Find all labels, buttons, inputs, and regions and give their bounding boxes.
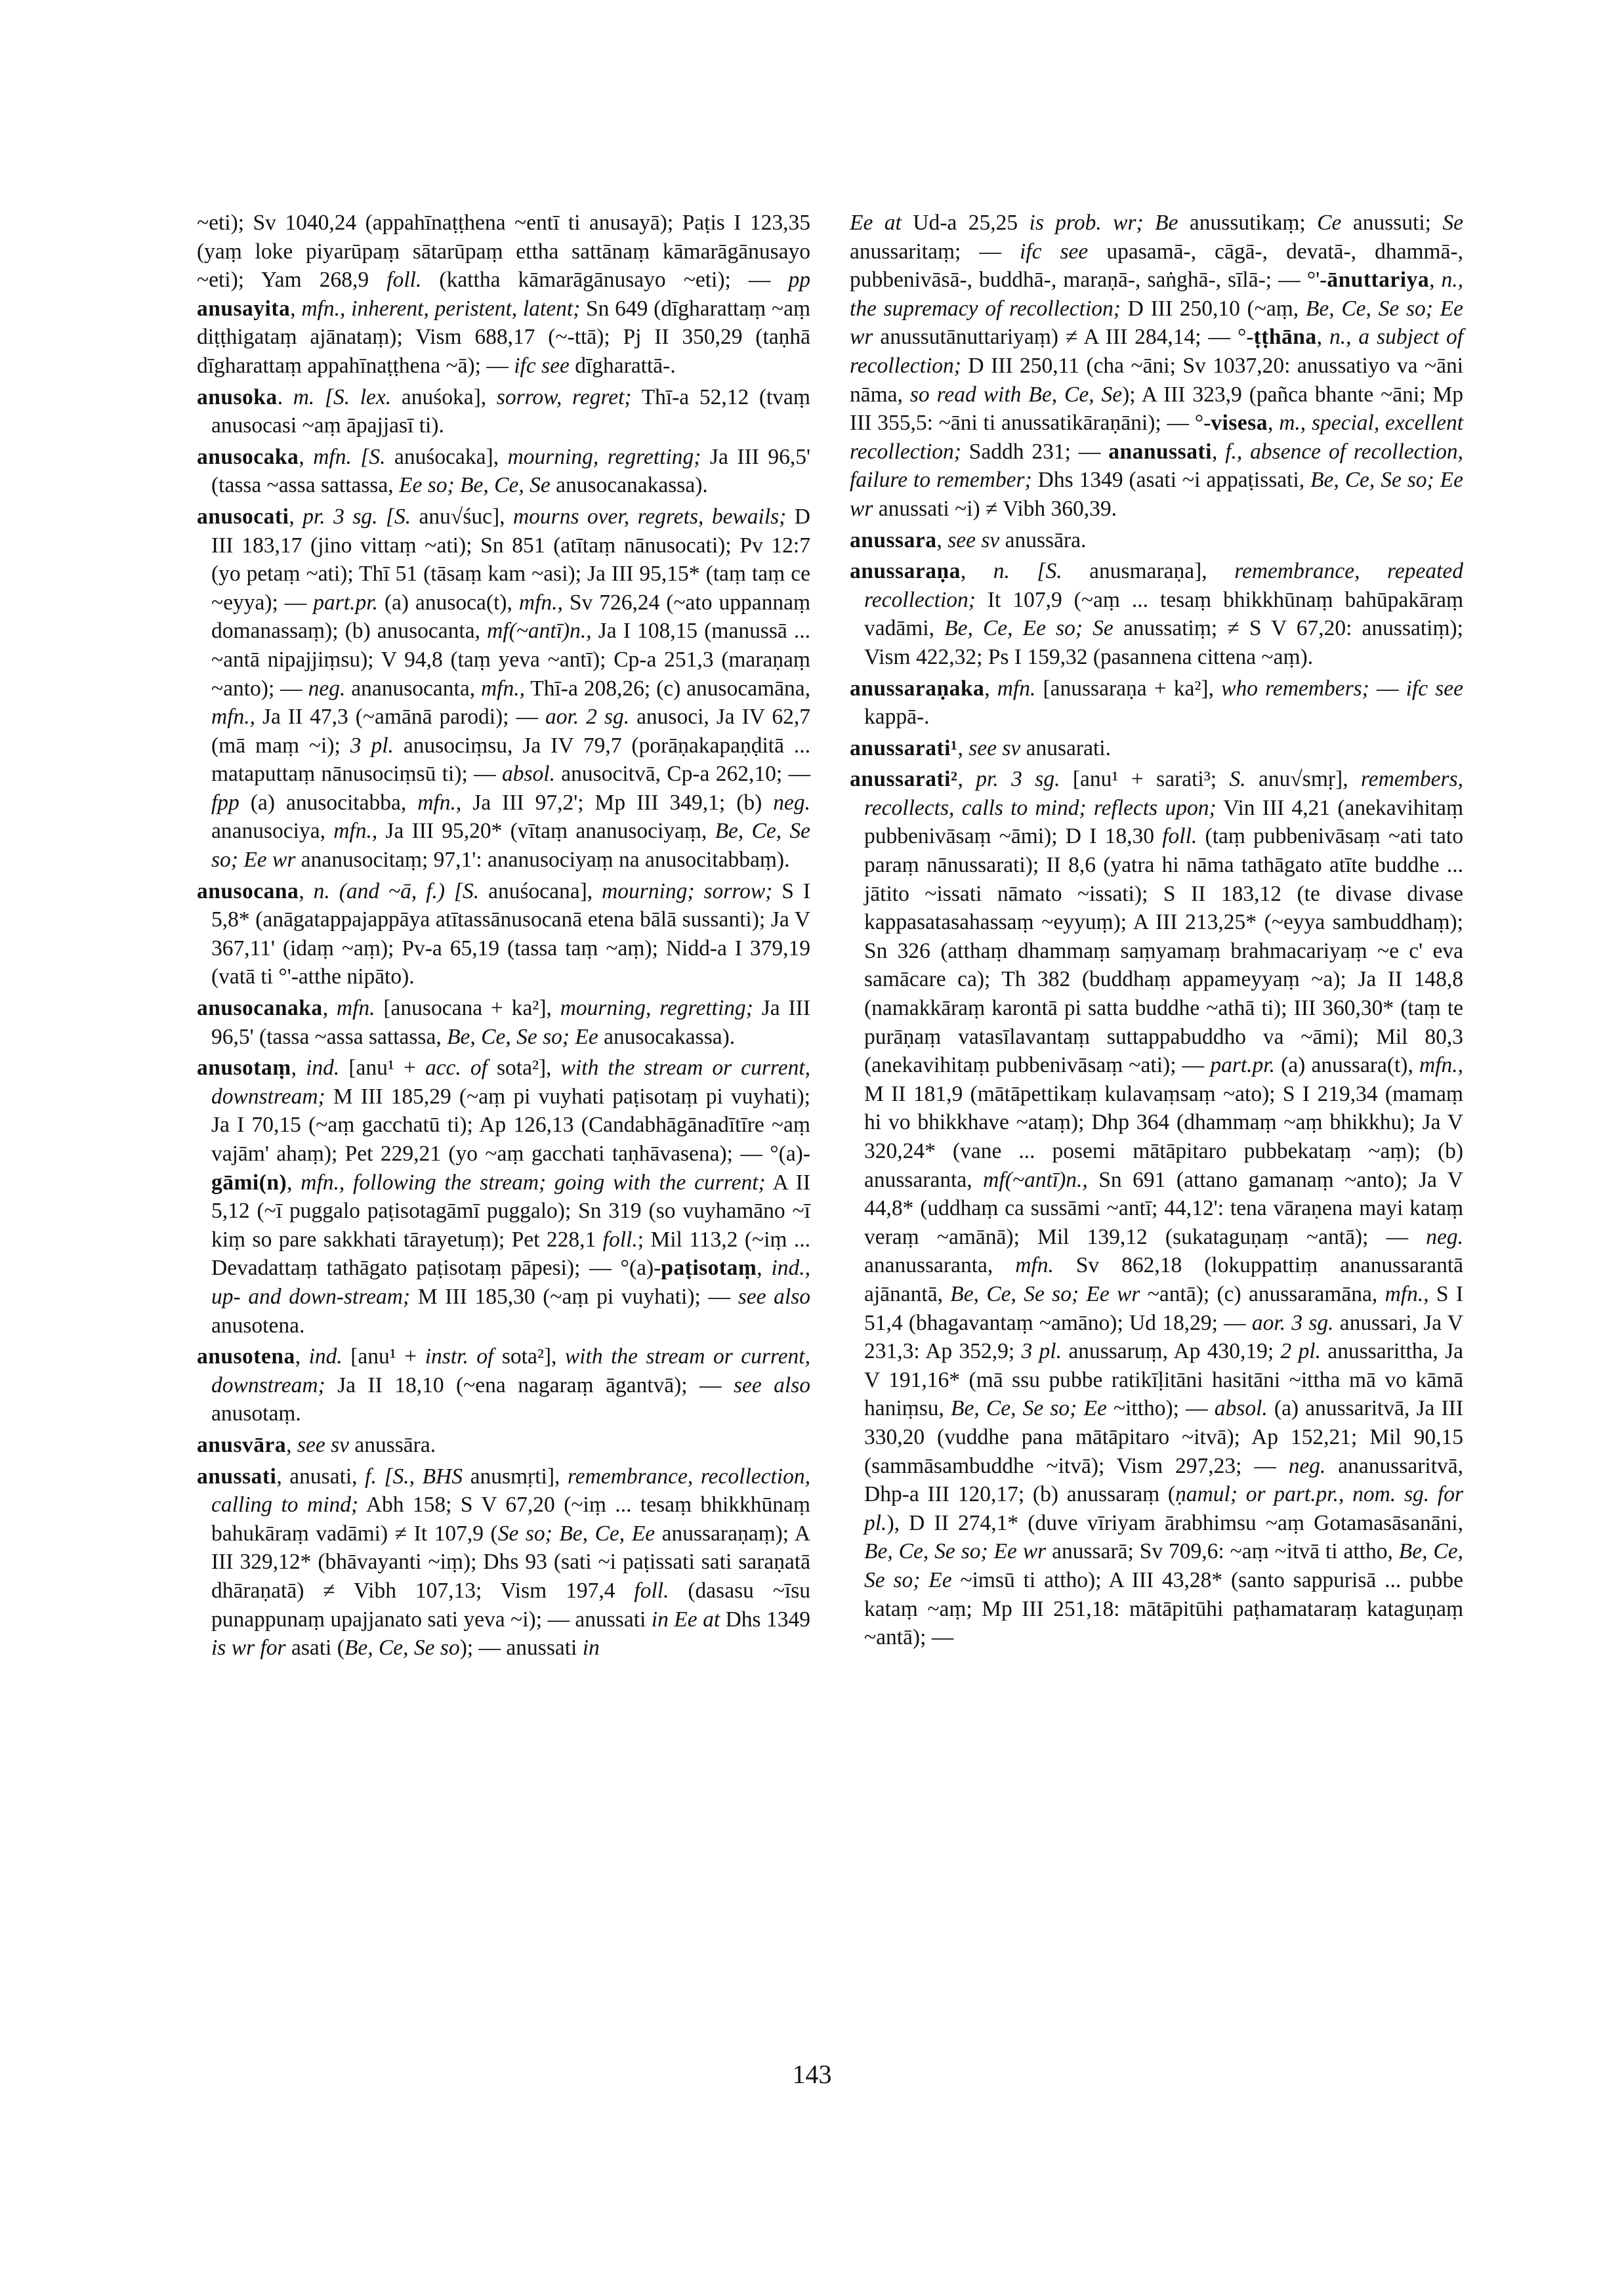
entry-text: Ja III 96,5' (tassa ~assa sattassa,	[211, 444, 810, 498]
entry-text: [anussaraṇa + ka²],	[1035, 676, 1222, 701]
italic-text: ifc see	[1405, 676, 1464, 701]
italic-text: foll.	[386, 268, 422, 293]
italic-text: n. [S.	[993, 559, 1062, 584]
italic-text: mourning; sorrow;	[602, 879, 773, 903]
italic-text: f., absence of recollection, failure to remember;	[850, 439, 1464, 493]
entry-text: Ja III 95,20* (vītaṃ ananusociyaṃ,	[377, 819, 715, 844]
headword: paṭisotaṃ	[661, 1256, 757, 1281]
headword: anusotena	[197, 1344, 295, 1369]
entry-text: anussarittha, Ja V 191,16* (mā ssu pubbe ratikīḷitāni hasitāni ~ittha mā vo kāmā haniṃsu,	[864, 1339, 1464, 1421]
entry-text: Ja I 108,15 (manussā ... ~antā nipajjiṃsu); V 94,8 (taṃ yeva ~antī); Cp-a 251,3 (maraṇaṃ ~anto); —	[211, 619, 810, 701]
entry-text: D III 183,17 (jino vittaṃ ~ati); Sn 851 (atītaṃ nānusocati); Pv 12:7 (yo petaṃ ~ati); Thī 51 (tāsaṃ kam ~asi); Ja III 95,15* (taṃ taṃ ce ~eyya); —	[211, 504, 810, 615]
entry-text: anussutikaṃ;	[1178, 211, 1318, 235]
entry-text: [anusocana + ka²],	[375, 996, 560, 1021]
italic-text: Ee so; Be, Ce, Se	[399, 473, 551, 498]
entry-text: anussari, Ja V 231,3: Ap 352,9;	[864, 1310, 1463, 1364]
italic-text: ifc see	[1019, 239, 1089, 264]
entry-text: Sv 726,24 (~ato uppannaṃ domanassaṃ); (b) anusocanta,	[211, 590, 810, 644]
italic-text: absol.	[501, 762, 555, 787]
dictionary-entry	[197, 877, 810, 991]
dictionary-entry	[850, 557, 1463, 671]
italic-text: Be, Ce, Se so; Ee wr	[850, 296, 1463, 350]
italic-text: part.pr.	[313, 590, 378, 615]
entry-text: ,	[1268, 411, 1280, 436]
entry-text: ,	[291, 1056, 306, 1081]
dictionary-entry	[197, 443, 810, 500]
entry-text: Thī-a 52,12 (tvaṃ anusocasi ~aṃ āpajjasī ti).	[211, 384, 810, 438]
entry-text: Ja II 47,3 (~amānā parodi); —	[255, 705, 545, 730]
italic-text: is prob. wr; Be	[1029, 211, 1178, 235]
entry-text: M II 181,9 (mātāpettikaṃ kulavaṃsaṃ ~ato); S I 219,34 (mamaṃ hi vo bhikkhave ~ataṃ); Dhp 364 (dhammaṃ ~aṃ bhikkhu); Ja V 320,24* (vane ... posemi mātāpitaro pubbekataṃ ~aṃ); (b) anussaranta,	[864, 1081, 1463, 1192]
entry-text: ,	[322, 996, 337, 1021]
headword: anusvāra	[197, 1432, 287, 1457]
entry-text: Vin III 4,21 (anekavihitaṃ pubbenivāsaṃ ~āmi); D I 18,30	[864, 795, 1463, 849]
italic-text: see sv	[968, 735, 1021, 760]
entry-text: S I 5,8* (anāgatappajappāya atītassānusocanā etena bālā sussanti); Ja V 367,11' (idaṃ ~aṃ); Pv-a 65,19 (tassa taṃ ~aṃ); Nidd-a I 379,19 (vatā ti °'-atthe nipāto).	[211, 879, 810, 989]
dictionary-entry	[850, 526, 1463, 555]
entry-continuation	[850, 209, 1463, 524]
italic-text: mfn., inherent, peristent, latent;	[301, 296, 581, 321]
italic-text: ind.	[306, 1056, 340, 1081]
italic-text: Ee at	[850, 211, 902, 235]
dictionary-entry	[197, 994, 810, 1051]
entry-text: Abh 158; S V 67,20 (~iṃ ... tesaṃ bhikkhūnaṃ bahukāraṃ vadāmi) ≠ It 107,9 (	[211, 1493, 810, 1546]
entry-text: ~eti); Sv 1040,24 (appahīnaṭṭhena ~entī ti anusayā); Paṭis I 123,35 (yaṃ loke piyarūpaṃ sātarūpaṃ ettha sattānaṃ kāmarāgānusayo ~eti); Yam 268,9	[197, 211, 810, 293]
headword: anusocanaka	[197, 996, 323, 1021]
italic-text: pr. 3 sg. [S.	[302, 504, 411, 529]
entry-text: D III 250,10 (~aṃ,	[1120, 296, 1306, 321]
headword: anusoka	[197, 384, 278, 409]
italic-text: mfn.,	[417, 790, 462, 815]
italic-text: remembrance, repeated recollection;	[864, 559, 1463, 612]
entry-text: (taṃ pubbenivāsaṃ ~ati tato paraṃ nānussarati); II 8,6 (yatra hi nāma tathāgato atīte buddhe ... jātito ~issati nāmato ~issati); S II 183,12 (te divase divase kappasatasahassaṃ ~eyyuṃ); A III 213,25* (~eyya sambuddhaṃ); Sn 326 (atthaṃ dhammaṃ saṃyamaṃ brahmacariyaṃ ~e c' eva samācare ca); Th 382 (buddhaṃ appameyyaṃ ~a); Ja II 148,8 (namakkāraṃ karontā pi satta buddhe ~athā ti); III 360,30* (taṃ te purāṇaṃ vatasīlavantaṃ suttappabuddho va ~āmi); Mil 80,3 (anekavihitaṃ pubbenivāsaṃ ~ati); —	[864, 824, 1463, 1078]
headword: anusocati	[197, 504, 289, 529]
italic-text: fpp	[211, 790, 239, 815]
entry-text: anussāra.	[348, 1432, 436, 1457]
italic-text: Be, Ce, Se so; Ee	[951, 1396, 1107, 1421]
entry-text: anu√śuc],	[411, 504, 513, 529]
italic-text: mf(~antī)n.,	[983, 1167, 1088, 1192]
entry-text: Thī-a 208,26; (c) anusocamāna,	[524, 676, 810, 701]
entry-text: anusoci, Ja IV 62,7 (mā maṃ ~i);	[211, 705, 810, 758]
headword: gāmi(n)	[211, 1170, 287, 1195]
entry-text: anussutānuttariyaṃ) ≠ A III 284,14; — °-	[873, 325, 1254, 350]
entry-text: ~imsū ti attho); A III 43,28* (santo sappurisā ... pubbe kataṃ ~aṃ; Mp III 251,18: mātāpitūhi paṭhamataraṃ kataguṇaṃ ~antā); —	[864, 1567, 1463, 1650]
entry-text: anussaraṇaṃ); A III 329,12* (bhāvayanti ~iṃ); Dhs 93 (sati ~i paṭissati sati saraṇatā dhāraṇatā) ≠ Vibh 107,13; Vism 197,4	[211, 1521, 810, 1603]
entry-text: —	[1369, 676, 1406, 701]
italic-text: S.	[1229, 767, 1246, 792]
entry-text: ; Mil 113,2 (~iṃ ... Devadattaṃ tathāgato paṭisotaṃ pāpesi); — °(a)-	[211, 1227, 810, 1281]
headword: anussarati²	[850, 767, 958, 792]
italic-text: neg.	[1288, 1453, 1326, 1478]
entry-text: (kattha kāmarāgānusayo ~eti); —	[421, 268, 789, 293]
entry-text: (dasasu ~īsu punappunaṃ upajjanato sati yeva ~i); — anussati	[211, 1578, 810, 1632]
dictionary-entry	[850, 674, 1463, 732]
headword: anussaraṇaka	[850, 676, 985, 701]
italic-text: Be, Ce, Se so; Ee	[447, 1024, 598, 1049]
entry-text: ananussaranta,	[864, 1253, 1016, 1278]
italic-text: in Ee at	[651, 1607, 720, 1632]
italic-text: acc. of	[425, 1056, 488, 1081]
entry-text: ,	[1429, 268, 1442, 293]
italic-text: Be, Ce, Ee so; Se	[944, 616, 1114, 641]
italic-text: so read with Be, Ce, Se	[909, 382, 1123, 407]
italic-text: in	[582, 1636, 600, 1661]
italic-text: f. [S., BHS	[365, 1464, 463, 1489]
headword: anusocana	[197, 879, 299, 903]
italic-text: mfn.,	[518, 590, 563, 615]
entry-text: [anu¹ + sarati³;	[1060, 767, 1230, 792]
italic-text: mourning, regretting;	[560, 996, 753, 1021]
entry-text: Dhs 1349	[720, 1607, 810, 1632]
entry-text: ~ittho); —	[1106, 1396, 1215, 1421]
entry-text: (a) anussaritvā, Ja III 330,20 (vuddhe pana mātāpitaro ~itvā); Ap 152,21; Mil 90,15 (sammāsambuddhe ~itvā); Vism 297,23; —	[864, 1396, 1463, 1478]
italic-text: with the stream or current, downstream;	[211, 1344, 810, 1397]
entry-text: M III 185,29 (~aṃ pi vuyhati paṭisotaṃ pi vuyhati); Ja I 70,15 (~aṃ gacchatū ti); Ap 126,13 (Candabhāgānadītīre ~aṃ vajām' ahaṃ); Pet 229,21 (yo ~aṃ gacchati taṇhāvasena); — °(a)-	[211, 1084, 810, 1166]
italic-text: Se	[1442, 211, 1464, 235]
entry-text: (a) anusoca(t),	[377, 590, 519, 615]
entry-text: ,	[984, 676, 997, 701]
entry-text: anusocanakassa).	[550, 473, 708, 498]
italic-text: Be, Ce, Se so; Ee wr	[950, 1281, 1140, 1306]
entry-text: dīgharattā-.	[569, 353, 676, 378]
entry-text: ananussaritvā, Dhp-a III 120,17; (b) anussaraṃ (	[864, 1453, 1463, 1507]
entry-text: ,	[299, 879, 314, 903]
italic-text: foll.	[602, 1227, 638, 1252]
entry-text: ,	[957, 735, 969, 760]
entry-text: anu√smṛ],	[1245, 767, 1361, 792]
dictionary-entry	[197, 383, 810, 440]
italic-text: Be, Ce, Se so; Ee	[864, 1539, 1464, 1592]
italic-text: mfn.	[336, 996, 375, 1021]
italic-text: mf(~antī)n.,	[487, 619, 592, 644]
entry-text: It 107,9 (~aṃ ... tesaṃ bhikkhūnaṃ bahūpakāraṃ vadāmi,	[864, 587, 1463, 641]
entry-text: ,	[936, 527, 948, 552]
entry-text: Ud-a 25,25	[901, 211, 1030, 235]
entry-text: upasamā-, cāgā-, devatā-, dhammā-, pubbenivāsā-, buddhā-, maraṇā-, saṅghā-, sīlā-; — °'-	[850, 239, 1463, 293]
entry-text: , anusati,	[276, 1464, 365, 1489]
entry-text: anusmṛti],	[462, 1464, 568, 1489]
entry-text: D III 250,11 (cha ~āni; Sv 1037,20: anussatiyo va ~āni nāma,	[850, 353, 1463, 407]
italic-text: pr. 3 sg.	[976, 767, 1060, 792]
headword: ānuttariya	[1327, 268, 1430, 293]
entry-text: ,	[289, 504, 303, 529]
italic-text: n., the supremacy of recollection;	[850, 268, 1464, 321]
entry-text: ~antā); (c) anussaramāna,	[1140, 1281, 1385, 1306]
italic-text: mfn.	[1015, 1253, 1054, 1278]
italic-text: mfn.,	[480, 676, 525, 701]
left-column	[197, 209, 810, 1665]
entry-text: ,	[295, 1344, 309, 1369]
entry-text: anussāra.	[999, 527, 1087, 552]
entry-text: Sn 649 (dīgharattaṃ ~aṃ diṭṭhigataṃ ajānataṃ); Vism 688,17 (~-ttā); Pj II 350,29 (taṇhā dīgharattaṃ appahīnaṭṭhena ~ā); —	[197, 296, 811, 378]
italic-text: 2 pl.	[1280, 1339, 1322, 1364]
entry-text: .	[277, 384, 293, 409]
entry-text: ,	[957, 767, 976, 792]
italic-text: Ce	[1317, 211, 1342, 235]
entry-text: anuśoka],	[391, 384, 497, 409]
dictionary-entry	[197, 1342, 810, 1428]
entry-text: [anu¹ +	[342, 1344, 425, 1369]
entry-text: A II 5,12 (~ī puggalo paṭisotagāmī puggalo); Sn 319 (so vuyhamāno ~ī kiṃ so pare sakkhati tārayetuṃ); Pet 228,1	[211, 1170, 810, 1252]
entry-text: sota²],	[493, 1344, 565, 1369]
entry-text: anusociṃsu, Ja IV 79,7 (porāṇakapaṇḍitā ... mataputtaṃ nānusociṃsū ti); —	[211, 733, 810, 787]
entry-text: ,	[287, 1170, 301, 1195]
entry-text: Saddh 231; —	[961, 439, 1109, 464]
right-column	[850, 209, 1463, 1655]
dictionary-entry	[197, 1462, 810, 1663]
headword: anussaraṇa	[850, 559, 961, 584]
italic-text: m. [S. lex.	[293, 384, 392, 409]
entry-text: anussatiṃ; ≠ S V 67,20: anussatiṃ); Vism 422,32; Ps I 159,32 (pasannena cittena ~aṃ).	[864, 616, 1463, 669]
entry-text: ,	[286, 1432, 297, 1457]
italic-text: 3 pl.	[1021, 1339, 1062, 1364]
italic-text: Be, Ce, Se so; Ee wr	[864, 1539, 1047, 1564]
italic-text: mfn., following the stream; going with the current;	[301, 1170, 766, 1195]
entry-text: ,	[757, 1256, 772, 1281]
headword: anussara	[850, 527, 937, 552]
headword: visesa	[1211, 411, 1268, 436]
italic-text: part.pr.	[1210, 1053, 1275, 1078]
entry-text: Ja II 18,10 (~ena nagaraṃ āgantvā); —	[325, 1373, 734, 1397]
entry-text: ,	[299, 444, 314, 469]
entry-text: anussati ~i) ≠ Vibh 360,39.	[873, 496, 1117, 521]
italic-text: absol.	[1214, 1396, 1268, 1421]
entry-text: sota²],	[487, 1056, 561, 1081]
italic-text: see also	[733, 1373, 811, 1397]
italic-text: Se so; Be, Ce, Ee	[497, 1521, 656, 1546]
entry-text: anussaruṃ, Ap 430,19;	[1062, 1339, 1281, 1364]
entry-text: anusarati.	[1020, 735, 1111, 760]
italic-text: neg.	[1426, 1224, 1463, 1249]
entry-text: ), D II 274,1* (duve vīriyam ārabhimsu ~aṃ Gotamasāsanāni,	[886, 1510, 1463, 1535]
entry-text: ananusocanta,	[345, 676, 481, 701]
entry-text: M III 185,30 (~aṃ pi vuyhati); —	[410, 1284, 738, 1309]
entry-text: ,	[1211, 439, 1226, 464]
italic-text: see sv	[947, 527, 1000, 552]
entry-text: asati (	[285, 1636, 344, 1661]
italic-text: Be, Ce, Se so; Ee wr	[850, 468, 1463, 521]
italic-text: pp	[788, 268, 810, 293]
entry-text: ,	[290, 296, 302, 321]
italic-text: is wr for	[211, 1636, 286, 1661]
entry-text: Dhs 1349 (asati ~i appaṭissati,	[1031, 468, 1311, 493]
italic-text: mfn.,	[1419, 1053, 1463, 1078]
italic-text: aor. 3 sg.	[1251, 1310, 1334, 1335]
italic-text: n., a subject of recollection;	[850, 325, 1464, 378]
headword: anussati	[197, 1464, 277, 1489]
dictionary-entry	[197, 1431, 810, 1460]
dictionary-entry	[850, 765, 1463, 1651]
italic-text: ind.	[308, 1344, 343, 1369]
entry-text: ); A III 323,9 (pañca bhante ~āni; Mp III 355,5: ~āni ti anussatikāraṇāni); — °-	[850, 382, 1463, 436]
entry-text: S I 51,4 (bhagavantaṃ ~amāno); Ud 18,29; —	[864, 1281, 1464, 1335]
italic-text: m., special, excellent recollection;	[850, 411, 1464, 464]
headword: anusotaṃ	[197, 1056, 291, 1081]
entry-text: (a) anussara(t),	[1275, 1053, 1419, 1078]
headword: ṭṭhāna	[1253, 325, 1317, 350]
headword: anusayita	[197, 296, 291, 321]
headword: anusocaka	[197, 444, 299, 469]
italic-text: mourns over, regrets, bewails;	[512, 504, 787, 529]
dictionary-entry	[850, 734, 1463, 763]
dictionary-entry	[197, 1054, 810, 1340]
entry-text: ); — anussati	[459, 1636, 583, 1661]
italic-text: remembrance, recollection, calling to mind;	[211, 1464, 810, 1518]
entry-text: anuśocana],	[479, 879, 602, 903]
entry-text: anusotena.	[211, 1313, 305, 1338]
entry-continuation	[197, 209, 810, 381]
entry-text: [anu¹ +	[339, 1056, 425, 1081]
italic-text: mfn.,	[333, 819, 378, 844]
entry-text: anusocakassa).	[598, 1024, 736, 1049]
italic-text: Be, Ce, Se so	[344, 1636, 460, 1661]
entry-text: ananusociya,	[211, 819, 334, 844]
italic-text: sorrow, regret;	[496, 384, 632, 409]
italic-text: ind., up- and down-stream;	[211, 1256, 810, 1309]
entry-text: anussarā; Sv 709,6: ~aṃ ~itvā ti attho,	[1046, 1539, 1399, 1564]
italic-text: foll.	[634, 1578, 669, 1603]
entry-text: Ja III 96,5' (tassa ~assa sattassa,	[211, 996, 810, 1049]
entry-text: ,	[960, 559, 993, 584]
entry-text: anussaritaṃ; —	[850, 239, 1020, 264]
italic-text: mfn.,	[1385, 1281, 1429, 1306]
italic-text: with the stream or current, downstream;	[211, 1056, 811, 1109]
dictionary-entry	[197, 503, 810, 875]
italic-text: neg.	[308, 676, 346, 701]
italic-text: mfn.,	[211, 705, 255, 730]
entry-text: (a) anusocitabba,	[239, 790, 418, 815]
entry-text: anussuti;	[1341, 211, 1443, 235]
italic-text: remembers, recollects, calls to mind; reflects upon;	[864, 767, 1463, 820]
italic-text: foll.	[1162, 824, 1197, 849]
italic-text: neg.	[773, 790, 811, 815]
italic-text: n. (and ~ā, f.) [S.	[313, 879, 480, 903]
italic-text: aor. 2 sg.	[545, 705, 630, 730]
italic-text: see also	[738, 1284, 811, 1309]
italic-text: see sv	[297, 1432, 349, 1457]
entry-text: anusotaṃ.	[211, 1401, 301, 1426]
entry-text: Ja III 97,2'; Mp III 349,1; (b)	[461, 790, 774, 815]
headword: anussarati¹	[850, 735, 958, 760]
entry-text: anusocitvā, Cp-a 262,10; —	[554, 762, 810, 787]
entry-text: anuśocaka],	[385, 444, 508, 469]
headword: ananussati	[1108, 439, 1212, 464]
italic-text: 3 pl.	[350, 733, 394, 758]
page-number: 143	[792, 2059, 832, 2089]
italic-text: ifc see	[514, 353, 570, 378]
entry-text: ,	[1316, 325, 1329, 350]
italic-text: Be, Ce, Se so; Ee wr	[211, 819, 810, 873]
italic-text: mourning, regretting;	[507, 444, 701, 469]
italic-text: mfn.	[997, 676, 1036, 701]
italic-text: ṇamul; or part.pr., nom. sg. for pl.	[864, 1482, 1464, 1535]
italic-text: mfn. [S.	[313, 444, 386, 469]
italic-text: who remembers;	[1221, 676, 1369, 701]
entry-text: kappā-.	[864, 705, 930, 730]
entry-text: Sv 862,18 (lokuppattiṃ ananussarantā ajānantā,	[864, 1253, 1464, 1306]
entry-text: anusmaraṇa],	[1062, 559, 1235, 584]
entry-text: ananusocitaṃ; 97,1': ananusociyaṃ na anusocitabbaṃ).	[295, 848, 790, 873]
entry-text: Sn 691 (attano gamanaṃ ~anto); Ja V 44,8* (uddhaṃ ca sussāmi ~antī; 44,12': tena vāraṇena mayi kataṃ veraṃ ~amānā); Mil 139,12 (sukataguṇaṃ ~antā); —	[864, 1167, 1464, 1249]
italic-text: instr. of	[425, 1344, 494, 1369]
